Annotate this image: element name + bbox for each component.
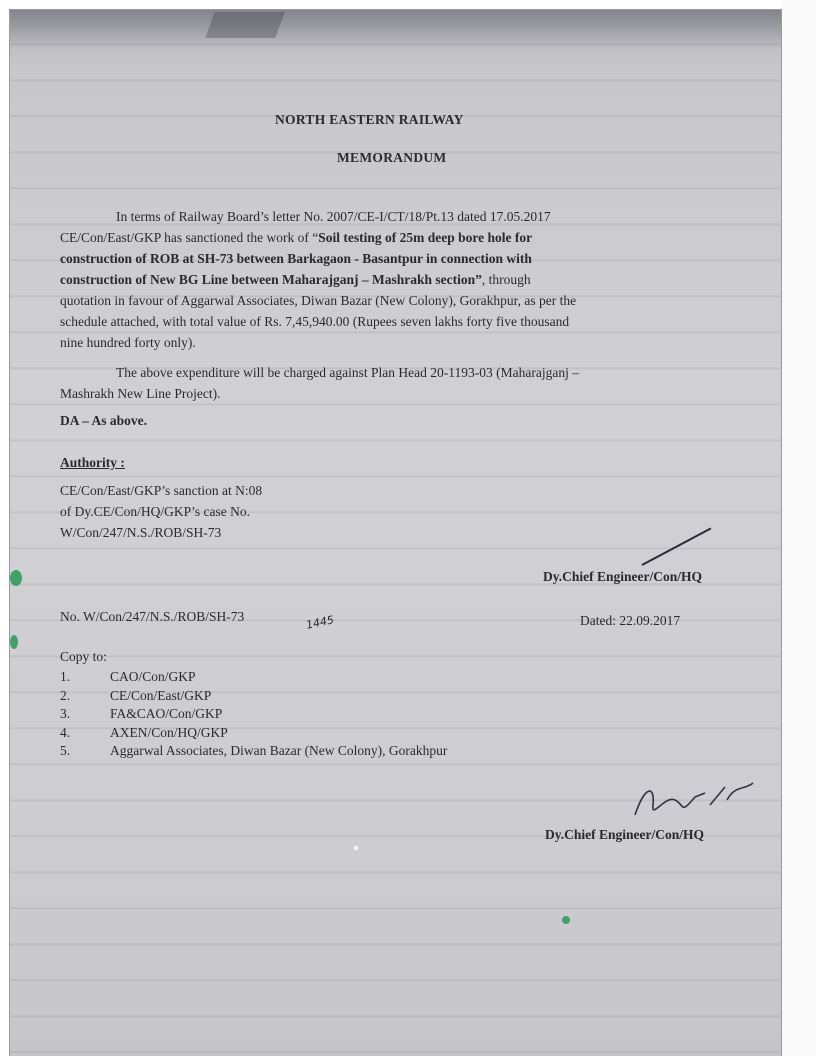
authority-heading: Authority : (60, 455, 125, 470)
scan-speck (354, 846, 358, 850)
date-label: Dated: 22.09.2017 (580, 613, 681, 628)
authority-line: of Dy.CE/Con/HQ/GKP’s case No. (60, 504, 250, 519)
paragraph-expenditure (60, 362, 760, 404)
org-title: NORTH EASTERN RAILWAY (275, 112, 464, 127)
scan-margin (781, 0, 816, 1056)
list-item: 3. FA&CAO/Con/GKP (60, 706, 223, 721)
scan-shadow (10, 10, 781, 50)
para-line: The above expenditure will be charged against Plan Head 20-1193-03 (Maharajganj – (116, 365, 579, 380)
reference-number: No. W/Con/247/N.S./ROB/SH-73 (60, 609, 245, 624)
list-item: 4. AXEN/Con/HQ/GKP (60, 724, 228, 740)
paragraph-sanction (60, 206, 760, 353)
authority-block (60, 480, 262, 543)
copy-to-list (60, 668, 447, 761)
scan-speck (10, 570, 22, 586)
para-line: quotation in favour of Aggarwal Associates, Diwan Bazar (New Colony), Gorakhpur, as per the (60, 293, 577, 308)
authority-line: CE/Con/East/GKP’s sanction at N:08 (60, 483, 263, 498)
list-item: 5. Aggarwal Associates, Diwan Bazar (New Colony), Gorakhpur (60, 743, 448, 758)
doc-title: MEMORANDUM (337, 150, 447, 165)
copy-to-heading: Copy to: (60, 649, 107, 664)
handwritten-number: 1445 (304, 613, 336, 632)
signatory-2: Dy.Chief Engineer/Con/HQ (545, 827, 705, 842)
para-line: construction of New BG Line between Maharajganj – Mashrakh section”, through (60, 272, 531, 287)
para-line: nine hundred forty only). (60, 335, 196, 350)
para-line: In terms of Railway Board’s letter No. 2007/CE-I/CT/18/Pt.13 dated 17.05.2017 (116, 209, 551, 224)
scan-mark (205, 12, 284, 38)
signature-stroke (642, 527, 712, 565)
list-item: 1. CAO/Con/GKP (60, 669, 196, 684)
signatory-1: Dy.Chief Engineer/Con/HQ (543, 569, 703, 584)
para-line: CE/Con/East/GKP has sanctioned the work of “Soil testing of 25m deep bore hole for (60, 230, 533, 245)
para-line: schedule attached, with total value of Rs. 7,45,940.00 (Rupees seven lakhs forty five thousand (60, 314, 570, 329)
para-line: construction of ROB at SH-73 between Barkagaon - Basantpur in connection with (60, 251, 532, 266)
scan-speck (562, 916, 570, 924)
memorandum-page (10, 10, 781, 1056)
authority-line: W/Con/247/N.S./ROB/SH-73 (60, 525, 222, 540)
list-item: 2. CE/Con/East/GKP (60, 687, 212, 703)
da-label: DA – As above. (60, 413, 148, 428)
para-line: Mashrakh New Line Project). (60, 386, 221, 401)
handwritten-signature (625, 775, 765, 830)
scan-speck (10, 635, 18, 649)
